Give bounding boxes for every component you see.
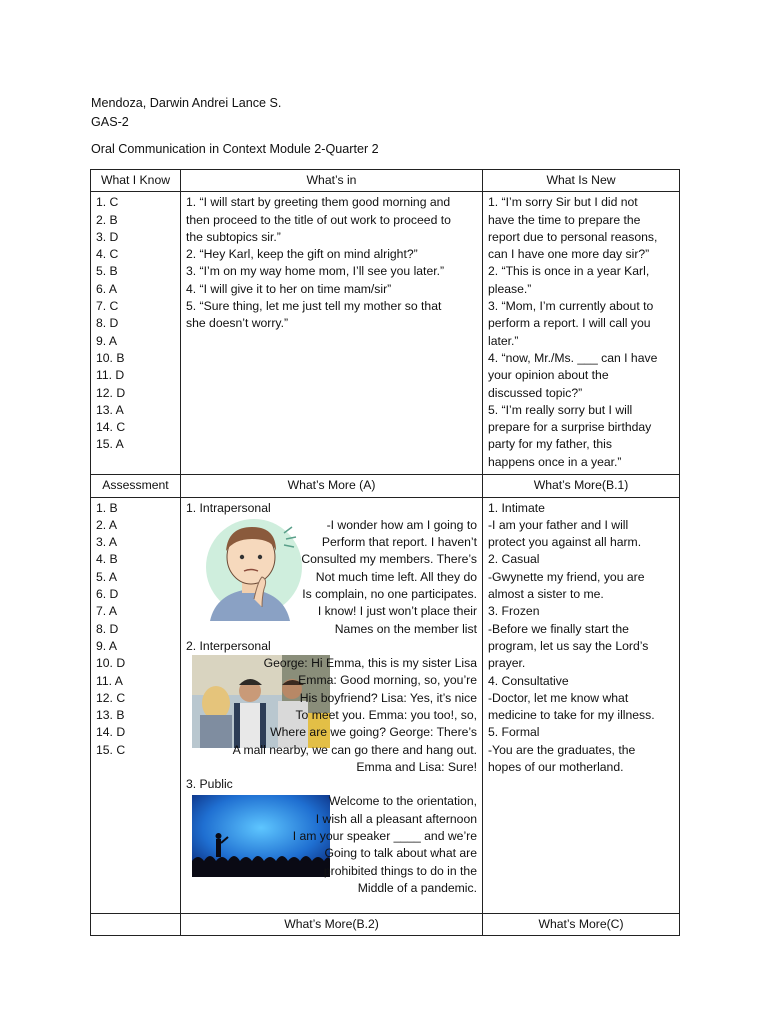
text-line: prohibited things to do in the — [323, 863, 477, 878]
table-row — [91, 192, 680, 475]
list-item: 15. C — [96, 742, 126, 757]
table-header-row — [91, 475, 680, 497]
text-line: George: Hi Emma, this is my sister Lisa — [263, 656, 477, 671]
text-line: the subtopics sir.” — [186, 229, 281, 244]
list-item: 3. A — [96, 535, 118, 550]
text-line: -I am your father and I will — [488, 517, 629, 532]
header-empty — [91, 913, 181, 935]
whats-more-a-cell — [181, 497, 483, 913]
text-line: party for my father, this — [488, 437, 612, 452]
text-line: Going to talk about what are — [324, 846, 477, 861]
list-item: 12. D — [96, 385, 126, 400]
text-line: A mall nearby, we can go there and hang out. — [232, 742, 477, 757]
text-line: Perform that report. I haven’t — [321, 535, 477, 550]
text-line: later.” — [488, 333, 519, 348]
intrapersonal-block — [186, 517, 477, 638]
list-item: 15. A — [96, 437, 124, 452]
thinking-person-image — [192, 517, 312, 621]
list-item: 9. A — [96, 638, 118, 653]
text-line: medicine to take for my illness. — [488, 708, 655, 723]
header-whats-more-a: What’s More (A) — [181, 475, 483, 497]
list-item: 14. C — [96, 420, 126, 435]
whats-in-lines — [186, 194, 477, 332]
assessment-key-list — [96, 500, 175, 759]
list-item: 8. D — [96, 621, 119, 636]
list-item: 5. B — [96, 264, 118, 279]
text-line: 2. “Hey Karl, keep the gift on mind alright?” — [186, 247, 418, 262]
text-line: protect you against all harm. — [488, 535, 642, 550]
text-line: -You are the graduates, the — [488, 742, 636, 757]
text-line: your opinion about the — [488, 368, 609, 383]
whats-in-cell — [181, 192, 483, 475]
answer-table — [90, 169, 680, 936]
list-item: 6. A — [96, 281, 118, 296]
student-name: Mendoza, Darwin Andrei Lance S. — [91, 96, 282, 110]
intrapersonal-title: 1. Intrapersonal — [186, 500, 271, 515]
text-line: 1. “I’m sorry Sir but I did not — [488, 195, 638, 210]
what-is-new-cell — [483, 192, 680, 475]
header-whats-more-b1: What’s More(B.1) — [483, 475, 680, 497]
text-line: hopes of our motherland. — [488, 760, 624, 775]
list-item: 1. B — [96, 500, 118, 515]
list-item: 11. A — [96, 673, 123, 688]
text-line: discussed topic?” — [488, 385, 583, 400]
text-line: Not much time left. All they do — [315, 569, 477, 584]
what-i-know-cell — [91, 192, 181, 475]
interpersonal-block — [186, 655, 477, 776]
table-header-row — [91, 170, 680, 192]
table-header-row — [91, 913, 680, 935]
list-item: 2. B — [96, 212, 118, 227]
text-line: To meet you. Emma: you too!, so, — [295, 708, 477, 723]
text-line: Emma: Good morning, so, you’re — [298, 673, 477, 688]
text-line: happens once in a year.” — [488, 454, 622, 469]
list-item: 9. A — [96, 333, 118, 348]
text-line: 4. “I will give it to her on time mam/sir” — [186, 281, 392, 296]
text-line: I wish all a pleasant afternoon — [315, 811, 477, 826]
text-line: she doesn’t worry.” — [186, 316, 289, 331]
public-text — [186, 793, 477, 897]
header-whats-more-b2: What’s More(B.2) — [181, 913, 483, 935]
text-line: please.” — [488, 281, 532, 296]
text-line: 3. “Mom, I’m currently about to — [488, 299, 654, 314]
text-line: have the time to prepare the — [488, 212, 641, 227]
whats-more-b1-cell — [483, 497, 680, 913]
list-item: 10. D — [96, 656, 126, 671]
text-line: 2. Casual — [488, 552, 540, 567]
text-line: Where are we going? George: There’s — [270, 725, 477, 740]
header-what-is-new: What Is New — [483, 170, 680, 192]
text-line: -Before we finally start the — [488, 621, 629, 636]
text-line: perform a report. I will call you — [488, 316, 651, 331]
list-item: 8. D — [96, 316, 119, 331]
public-block — [186, 793, 477, 899]
text-line: I know! I just won’t place their — [317, 604, 477, 619]
list-item: 3. D — [96, 229, 119, 244]
text-line: report due to personal reasons, — [488, 229, 658, 244]
text-line: Welcome to the orientation, — [328, 794, 477, 809]
interpersonal-text — [186, 655, 477, 776]
header-assessment: Assessment — [91, 475, 181, 497]
interpersonal-title: 2. Interpersonal — [186, 638, 271, 653]
text-line: program, let us say the Lord’s — [488, 638, 649, 653]
text-line: 3. Frozen — [488, 604, 540, 619]
public-title: 3. Public — [186, 777, 233, 792]
text-line: Emma and Lisa: Sure! — [356, 759, 477, 774]
list-item: 7. C — [96, 299, 119, 314]
student-section: GAS-2 — [91, 115, 129, 129]
text-line: 2. “This is once in a year Karl, — [488, 264, 650, 279]
list-item: 4. B — [96, 552, 118, 567]
list-item: 7. A — [96, 604, 118, 619]
text-line: 3. “I’m on my way home mom, I’ll see you later.” — [186, 264, 445, 279]
text-line: 5. Formal — [488, 725, 540, 740]
list-item: 2. A — [96, 517, 118, 532]
text-line: His boyfriend? Lisa: Yes, it’s nice — [299, 690, 477, 705]
list-item: 13. B — [96, 708, 125, 723]
text-line: -Doctor, let me know what — [488, 690, 629, 705]
text-line: 5. “I’m really sorry but I will — [488, 402, 633, 417]
list-item: 12. C — [96, 690, 126, 705]
list-item: 6. D — [96, 587, 119, 602]
text-line: 4. “now, Mr./Ms. ___ can I have — [488, 350, 658, 365]
list-item: 13. A — [96, 402, 124, 417]
text-line: Is complain, no one participates. — [302, 587, 477, 602]
list-item: 4. C — [96, 247, 119, 262]
list-item: 11. D — [96, 368, 125, 383]
text-line: 4. Consultative — [488, 673, 569, 688]
document-title: Oral Communication in Context Module 2-Quarter 2 — [91, 142, 379, 156]
list-item: 14. D — [96, 725, 126, 740]
list-item: 10. B — [96, 350, 125, 365]
answer-key-list — [96, 194, 175, 453]
table-row — [91, 497, 680, 913]
text-line: I am your speaker ____ and we’re — [292, 829, 477, 844]
list-item: 5. A — [96, 569, 118, 584]
text-line: then proceed to the title of out work to proceed to — [186, 212, 451, 227]
text-line: almost a sister to me. — [488, 587, 604, 602]
header-whats-in: What’s in — [181, 170, 483, 192]
text-line: 5. “Sure thing, let me just tell my mother so that — [186, 299, 442, 314]
text-line: Consulted my members. There’s — [301, 552, 477, 567]
list-item: 1. C — [96, 195, 119, 210]
text-line: -I wonder how am I going to — [326, 517, 477, 532]
text-line: 1. Intimate — [488, 500, 545, 515]
text-line: Names on the member list — [334, 621, 477, 636]
text-line: prepare for a surprise birthday — [488, 420, 652, 435]
header-what-i-know: What I Know — [91, 170, 181, 192]
what-is-new-lines — [488, 194, 674, 471]
text-line: 1. “I will start by greeting them good morning and — [186, 195, 451, 210]
whats-more-b1-lines — [488, 500, 674, 777]
assessment-cell — [91, 497, 181, 913]
text-line: Middle of a pandemic. — [357, 880, 477, 895]
text-line: -Gwynette my friend, you are — [488, 569, 645, 584]
text-line: can I have one more day sir?” — [488, 247, 650, 262]
header-whats-more-c: What’s More(C) — [483, 913, 680, 935]
text-line: prayer. — [488, 656, 526, 671]
